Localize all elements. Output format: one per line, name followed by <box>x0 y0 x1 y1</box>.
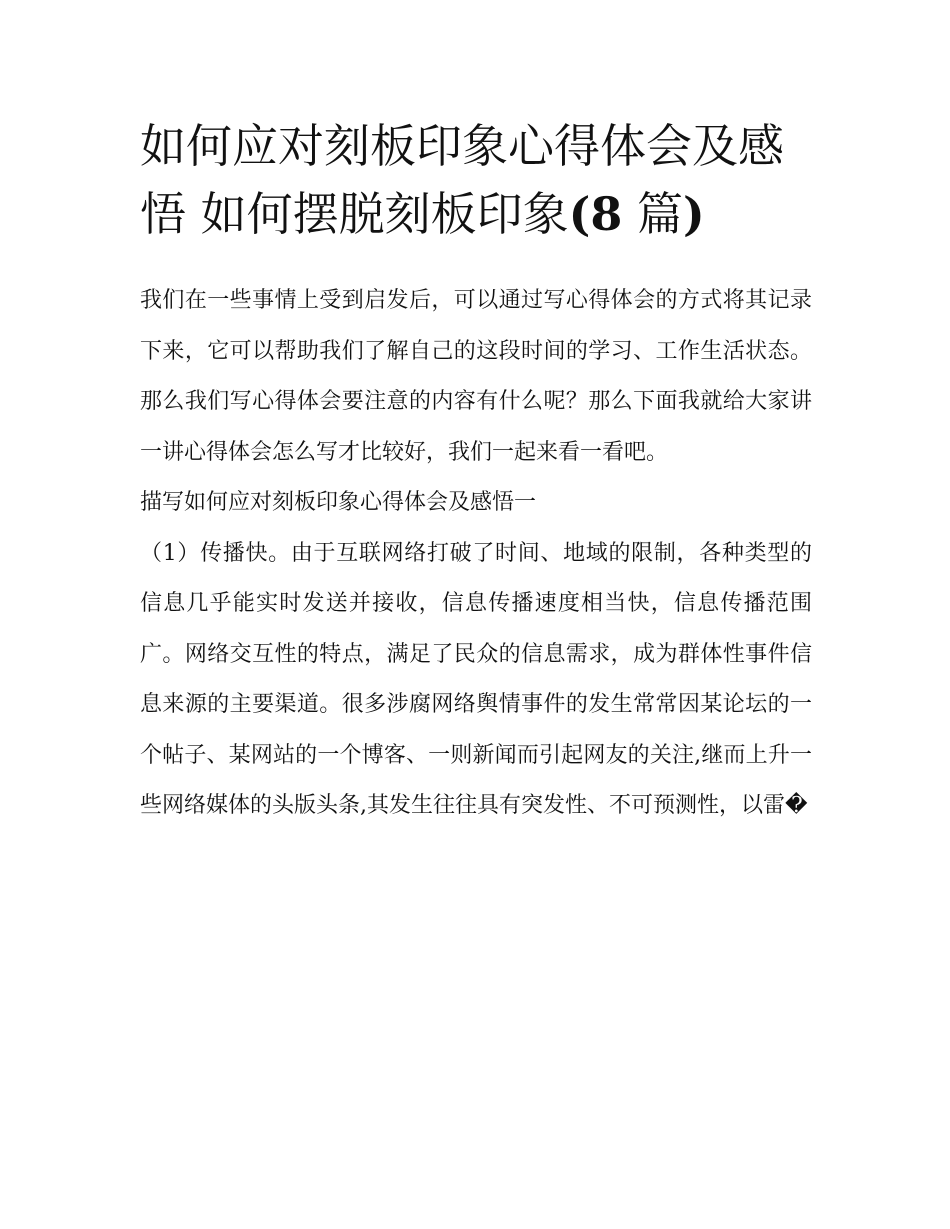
intro-paragraph: 我们在一些事情上受到启发后，可以通过写心得体会的方式将其记录下来，它可以帮助我们了解自己的这段时间的学习、工作生活状态。那么我们写心得体会要注意的内容有什么呢？那么下面我就给大家讲一讲心得体会怎么写才比较好，我们一起来看一看吧。 <box>140 288 812 465</box>
title-main-text: 如何应对刻板印象心得体会及感悟 如何摆脱刻板印象 <box>140 119 784 241</box>
section-heading: 描写如何应对刻板印象心得体会及感悟一 <box>140 490 537 515</box>
document-content <box>140 112 812 832</box>
document-title <box>140 112 812 248</box>
title-unit: 篇 <box>637 187 684 241</box>
title-close: ) <box>683 187 705 241</box>
title-count: (8 <box>568 187 623 241</box>
body-paragraph: （1）传播快。由于互联网络打破了时间、地域的限制，各种类型的信息几乎能实时发送并接收，信息传播速度相当快，信息传播范围广。网络交互性的特点，满足了民众的信息需求，成为群体性事件信息来源的主要渠道。很多涉腐网络舆情事件的发生常常因某论坛的一个帖子、某网站的一个博客、一则新闻而引起网友的关注,继而上升一些网络媒体的头版头条,其发生往往具有突发性、不可预测性，以雷� <box>140 540 812 818</box>
